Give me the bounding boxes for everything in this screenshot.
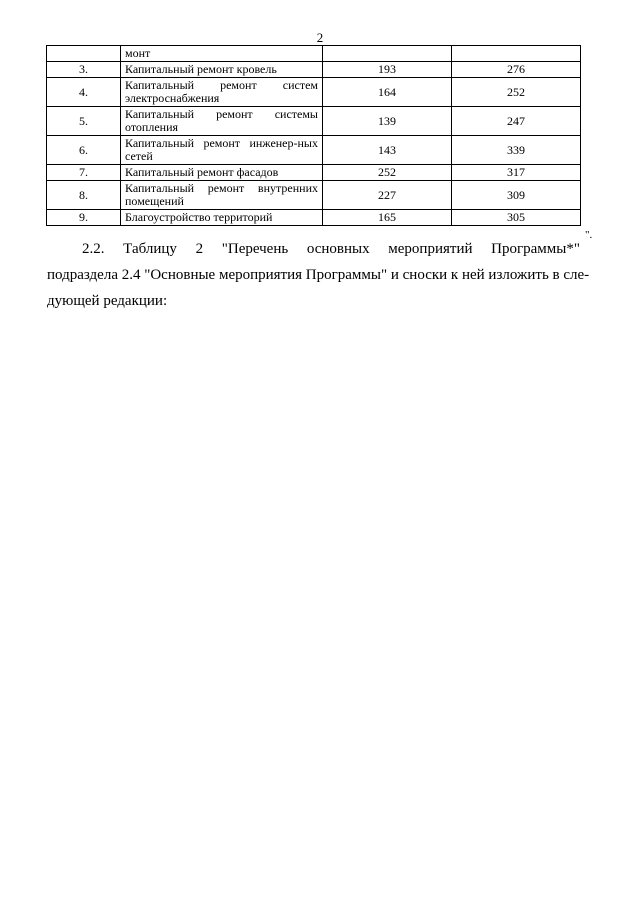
row-number: 7. bbox=[47, 165, 121, 181]
row-name: монт bbox=[121, 46, 323, 62]
table-row bbox=[47, 46, 581, 62]
row-value-1: 164 bbox=[323, 78, 452, 107]
row-name: Капитальный ремонт кровель bbox=[121, 62, 323, 78]
row-number: 6. bbox=[47, 136, 121, 165]
row-name: Капитальный ремонт систем электроснабжения bbox=[121, 78, 323, 107]
row-name: Капитальный ремонт внутренних помещений bbox=[121, 181, 323, 210]
table-row bbox=[47, 136, 581, 165]
row-value-2: 276 bbox=[452, 62, 581, 78]
row-number: 3. bbox=[47, 62, 121, 78]
row-value-2: 305 bbox=[452, 210, 581, 226]
row-name: Капитальный ремонт фасадов bbox=[121, 165, 323, 181]
row-name: Капитальный ремонт инженер-ных сетей bbox=[121, 136, 323, 165]
paragraph-line-1: 2.2. Таблицу 2 "Перечень основных мероприятий Программы*" bbox=[82, 241, 580, 257]
row-value-1: 165 bbox=[323, 210, 452, 226]
row-value-1: 252 bbox=[323, 165, 452, 181]
table-row bbox=[47, 165, 581, 181]
row-name: Капитальный ремонт системы отопления bbox=[121, 107, 323, 136]
row-value-1 bbox=[323, 46, 452, 62]
row-name: Благоустройство территорий bbox=[121, 210, 323, 226]
table-row bbox=[47, 107, 581, 136]
table-row bbox=[47, 62, 581, 78]
row-value-1: 143 bbox=[323, 136, 452, 165]
row-value-2: 317 bbox=[452, 165, 581, 181]
row-value-2 bbox=[452, 46, 581, 62]
row-number: 9. bbox=[47, 210, 121, 226]
row-value-1: 139 bbox=[323, 107, 452, 136]
paragraph-line-3: дующей редакции: bbox=[47, 293, 168, 309]
paragraph-line-2: подраздела 2.4 "Основные мероприятия Программы" и сноски к ней изложить в сле- bbox=[47, 267, 590, 283]
closing-quote-mark: ". bbox=[585, 229, 593, 241]
table-row bbox=[47, 210, 581, 226]
row-number: 5. bbox=[47, 107, 121, 136]
row-value-1: 227 bbox=[323, 181, 452, 210]
row-number: 8. bbox=[47, 181, 121, 210]
row-value-2: 339 bbox=[452, 136, 581, 165]
table-row bbox=[47, 181, 581, 210]
row-value-2: 309 bbox=[452, 181, 581, 210]
row-value-1: 193 bbox=[323, 62, 452, 78]
amendment-paragraph bbox=[47, 236, 590, 314]
measures-table bbox=[46, 45, 581, 226]
page-number: 2 bbox=[316, 30, 324, 45]
row-number: 4. bbox=[47, 78, 121, 107]
row-number bbox=[47, 46, 121, 62]
row-value-2: 252 bbox=[452, 78, 581, 107]
table-row bbox=[47, 78, 581, 107]
row-value-2: 247 bbox=[452, 107, 581, 136]
